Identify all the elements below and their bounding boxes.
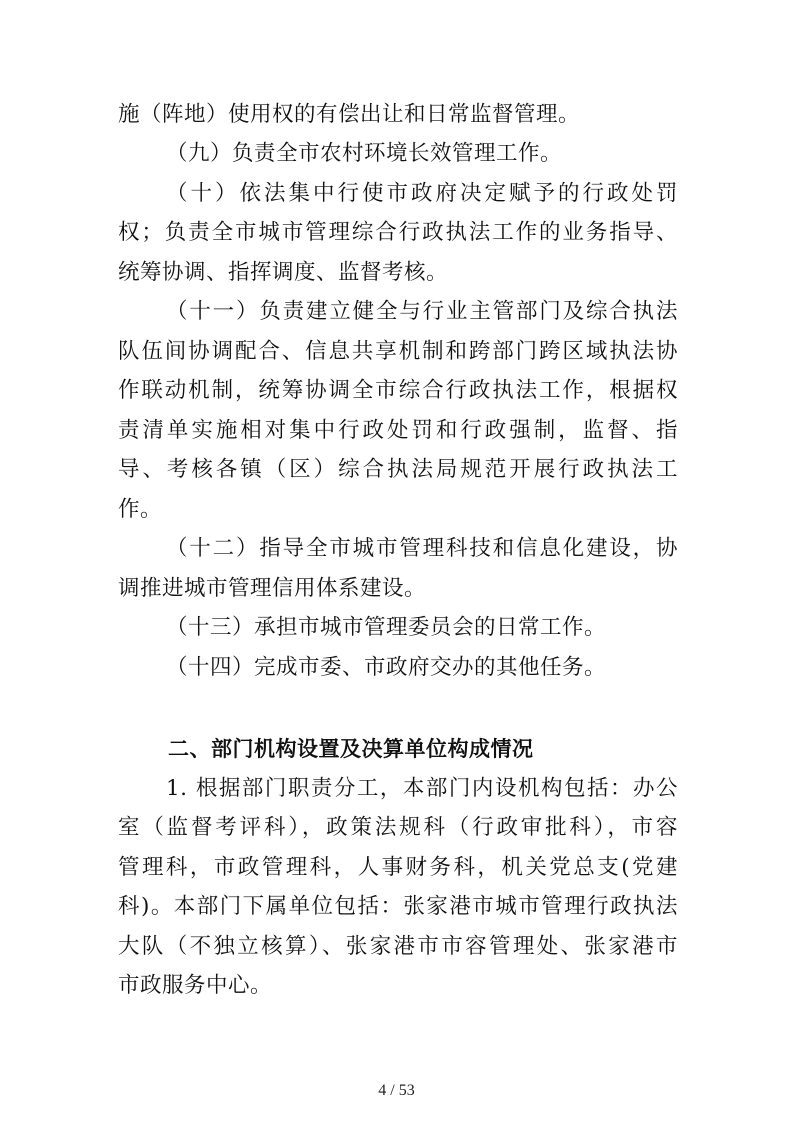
text-line: 科)。本部门下属单位包括：张家港市城市管理行政执法 [118,894,678,919]
text-line: 调推进城市管理信用体系建设。 [118,576,427,601]
text-line: 队伍间协调配合、信息共享机制和跨部门跨区域执法协 [118,339,678,364]
text-line: 导、考核各镇（区）综合执法局规范开展行政执法工 [118,457,678,482]
text-line: 统筹协调、指挥调度、监督考核。 [118,260,449,285]
text-line: 施（阵地）使用权的有偿出让和日常监督管理。 [118,102,581,127]
text-line: 室（监督考评科），政策法规科（行政审批科），市容 [118,815,678,840]
text-line: （十一）负责建立健全与行业主管部门及综合执法 [166,299,678,324]
text-line: 管理科，市政管理科，人事财务科，机关党总支(党建 [118,855,678,880]
text-line: （九）负责全市农村环境长效管理工作。 [166,141,563,166]
text-line: 市政服务中心。 [118,973,273,998]
text-line: （十）依法集中行使市政府决定赋予的行政处罚 [166,181,678,206]
text-line: 作。 [118,497,163,522]
text-line: 作联动机制，统筹协调全市综合行政执法工作，根据权 [118,378,678,403]
text-line: 责清单实施相对集中行政处罚和行政强制，监督、指 [118,418,678,443]
section-heading: 二、部门机构设置及决算单位构成情况 [168,737,534,761]
page-number: 4 / 53 [378,1082,415,1099]
text-line: 权；负责全市城市管理综合行政执法工作的业务指导、 [118,220,678,245]
text-line: （十二）指导全市城市管理科技和信息化建设，协 [166,536,678,561]
text-line: 大队（不独立核算）、张家港市市容管理处、张家港市 [118,934,678,959]
text-line: （十三）承担市城市管理委员会的日常工作。 [166,615,607,640]
text-line: 1. 根据部门职责分工，本部门内设机构包括：办公 [166,776,678,801]
text-line: （十四）完成市委、市政府交办的其他任务。 [166,655,607,680]
